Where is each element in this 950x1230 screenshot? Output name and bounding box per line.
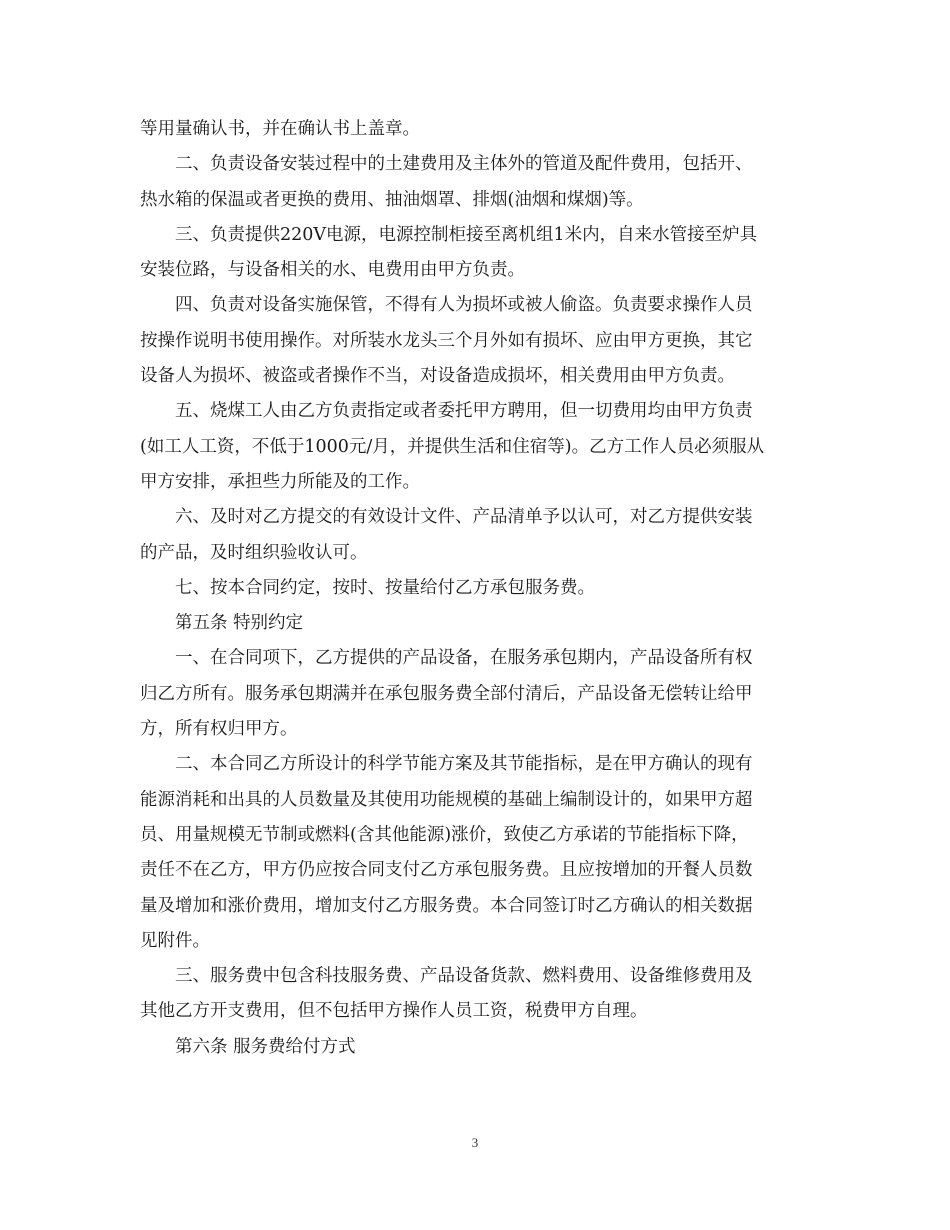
- text-line: 能源消耗和出具的人员数量及其使用功能规模的基础上编制设计的，如果甲方超: [140, 789, 753, 810]
- text-line: 等用量确认书，并在确认书上盖章。: [140, 119, 420, 139]
- page-number: 3: [471, 1135, 479, 1150]
- body-text: [140, 112, 816, 1065]
- text-line: 按操作说明书使用操作。对所装水龙头三个月外如有损坏、应由甲方更换，其它: [140, 330, 753, 351]
- text-line: 一、在合同项下，乙方提供的产品设备，在服务承包期内，产品设备所有权: [175, 648, 753, 669]
- text-line: 员、用量规模无节制或燃料(含其他能源)涨价，致使乙方承诺的节能指标下降，: [140, 824, 749, 845]
- text-line: 方，所有权归甲方。: [140, 719, 298, 740]
- text-line: 甲方安排，承担些力所能及的工作。: [140, 471, 420, 492]
- text-line: 的产品，及时组织验收认可。: [140, 542, 368, 563]
- document-body: [140, 112, 816, 1065]
- text-line: 安装位路，与设备相关的水、电费用由甲方负责。: [140, 260, 525, 281]
- text-line: 设备人为损坏、被盗或者操作不当，对设备造成损坏，相关费用由甲方负责。: [140, 366, 735, 387]
- text-line: 量及增加和涨价费用，增加支付乙方服务费。本合同签订时乙方确认的相关数据: [140, 895, 753, 916]
- text-line: 归乙方所有。服务承包期满并在承包服务费全部付清后，产品设备无偿转让给甲: [140, 683, 753, 704]
- text-line: 六、及时对乙方提交的有效设计文件、产品清单予以认可，对乙方提供安装: [175, 507, 753, 528]
- text-line: 三、负责提供220V电源，电源控制柜接至离机组1米内，自来水管接至炉具: [175, 224, 758, 245]
- text-line: 七、按本合同约定，按时、按量给付乙方承包服务费。: [175, 577, 595, 598]
- text-line: 五、烧煤工人由乙方负责指定或者委托甲方聘用，但一切费用均由甲方负责: [175, 401, 753, 422]
- section-heading: 第五条 特别约定: [175, 613, 304, 634]
- text-line: 见附件。: [140, 930, 210, 951]
- text-line: 三、服务费中包含科技服务费、产品设备货款、燃料费用、设备维修费用及: [175, 966, 753, 987]
- text-line: 责任不在乙方，甲方仍应按合同支付乙方承包服务费。且应按增加的开餐人员数: [140, 860, 753, 881]
- text-line: 四、负责对设备实施保管，不得有人为损坏或被人偷盗。负责要求操作人员: [175, 295, 753, 316]
- section-heading: 第六条 服务费给付方式: [175, 1036, 356, 1057]
- text-line: (如工人工资，不低于1000元/月，并提供生活和住宿等)。乙方工作人员必须服从: [140, 436, 765, 457]
- text-line: 二、负责设备安装过程中的土建费用及主体外的管道及配件费用，包括开、: [175, 154, 753, 175]
- text-line: 二、本合同乙方所设计的科学节能方案及其节能指标，是在甲方确认的现有: [175, 754, 753, 775]
- text-line: 热水箱的保温或者更换的费用、抽油烟罩、排烟(油烟和煤烟)等。: [140, 189, 644, 210]
- text-line: 其他乙方开支费用，但不包括甲方操作人员工资，税费甲方自理。: [140, 1001, 648, 1022]
